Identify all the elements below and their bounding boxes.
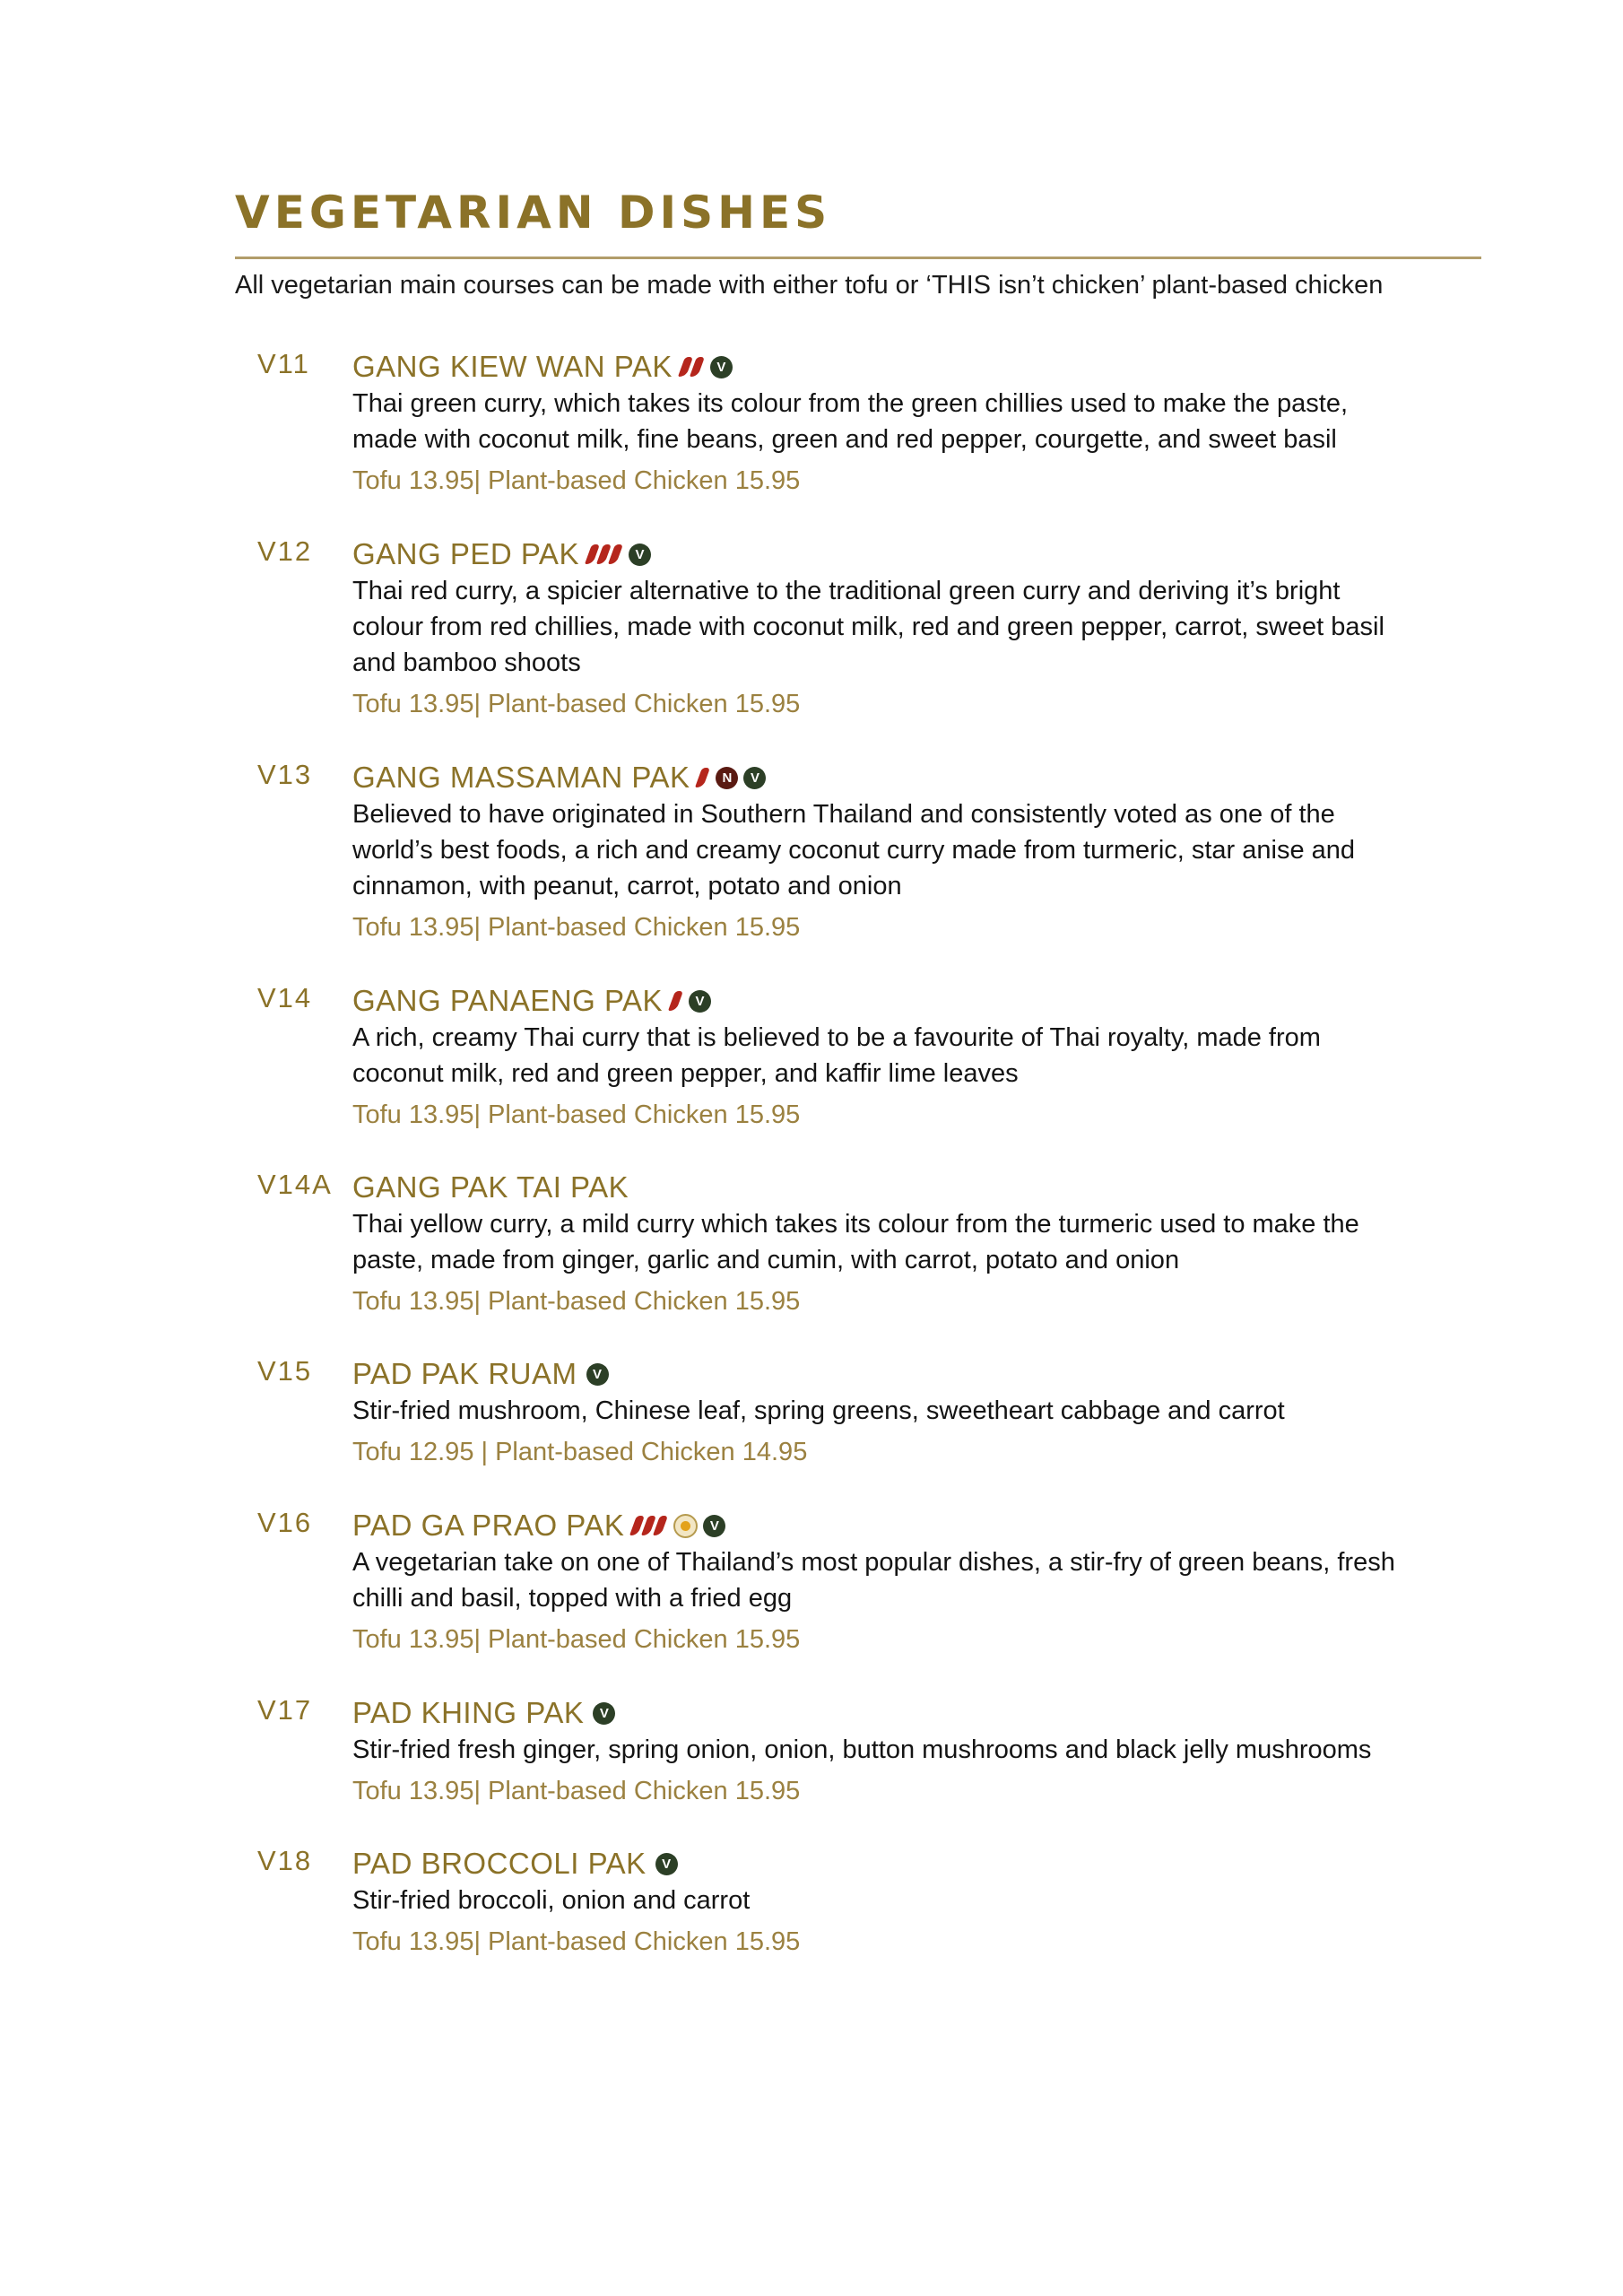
dish-name: GANG PAK TAI PAK: [352, 1170, 629, 1204]
vegetarian-icon: V: [655, 1853, 678, 1875]
dish-badges: [655, 1853, 678, 1875]
dish-body: [352, 1694, 1491, 1809]
dish-description: [352, 1544, 1491, 1616]
dish-description: [352, 1020, 1491, 1091]
dish-badges: [672, 990, 711, 1013]
chili-spice-icon: [588, 544, 623, 564]
description-line: Thai red curry, a spicier alternative to the traditional green curry and deriving it’s bright: [352, 577, 1341, 605]
dish-code: V12: [257, 535, 313, 567]
dish-code: V18: [257, 1845, 313, 1876]
description-line: made with coconut milk, fine beans, green and red pepper, courgette, and sweet basil: [352, 425, 1337, 454]
dish-name: GANG PED PAK: [352, 537, 579, 570]
vegetarian-icon: V: [593, 1702, 615, 1725]
description-line: colour from red chillies, made with coconut milk, red and green pepper, carrot, sweet basil: [352, 613, 1384, 641]
dish-description: [352, 573, 1491, 681]
chili-spice-icon: [672, 991, 683, 1011]
description-line: world’s best foods, a rich and creamy coconut curry made from turmeric, star anise and: [352, 836, 1356, 865]
dish-body: [352, 759, 1491, 945]
description-line: and bamboo shoots: [352, 648, 581, 677]
dish-body: [352, 1169, 1491, 1319]
dish-name: GANG PANAENG PAK: [352, 984, 664, 1017]
vegetarian-icon: V: [629, 544, 651, 566]
dish-code: V17: [257, 1694, 313, 1726]
dish-name: GANG MASSAMAN PAK: [352, 761, 690, 794]
section-title: VEGETARIAN DISHES: [235, 187, 832, 239]
chili-spice-icon: [681, 357, 705, 377]
dish-title-line: [352, 1355, 1491, 1393]
dish-body: [352, 1845, 1491, 1960]
dish-title-line: [352, 759, 1491, 796]
dish-price: Tofu 13.95| Plant-based Chicken 15.95: [352, 690, 801, 718]
dish-name: PAD BROCCOLI PAK: [352, 1847, 647, 1880]
dish-title-line: [352, 535, 1491, 573]
dish-badges: [681, 356, 733, 378]
vegetarian-icon: V: [586, 1363, 609, 1386]
egg-yolk-shape: [681, 1521, 690, 1531]
dish-code: V14: [257, 982, 313, 1013]
description-line: Thai green curry, which takes its colour from the green chillies used to make the paste,: [352, 389, 1349, 418]
nuts-icon: N: [716, 767, 738, 789]
dish-description: [352, 796, 1491, 904]
chili-icon: [653, 1516, 668, 1535]
dish-badges: [588, 544, 651, 566]
dish-description: [352, 1393, 1491, 1429]
dish-title-line: [352, 348, 1491, 386]
chili-spice-icon: [699, 768, 710, 787]
dish-description: [352, 1206, 1491, 1278]
dish-body: [352, 1355, 1491, 1470]
dish-body: [352, 348, 1491, 499]
dish-name: PAD GA PRAO PAK: [352, 1509, 625, 1542]
dish-price: Tofu 13.95| Plant-based Chicken 15.95: [352, 466, 801, 495]
dish-code: V15: [257, 1355, 313, 1387]
dish-title-line: [352, 1694, 1491, 1732]
dish-price: Tofu 13.95| Plant-based Chicken 15.95: [352, 1777, 801, 1805]
dish-price: Tofu 13.95| Plant-based Chicken 15.95: [352, 1287, 801, 1316]
dish-price: Tofu 13.95| Plant-based Chicken 15.95: [352, 1927, 801, 1956]
description-line: Believed to have originated in Southern Thailand and consistently voted as one of the: [352, 800, 1335, 829]
dish-price: Tofu 12.95 | Plant-based Chicken 14.95: [352, 1438, 808, 1466]
dish-code: V14A: [257, 1169, 333, 1200]
section-intro: All vegetarian main courses can be made with either tofu or ‘THIS isn’t chicken’ plant-based chicken: [235, 271, 1384, 300]
dish-code: V13: [257, 759, 313, 790]
description-line: A vegetarian take on one of Thailand’s most popular dishes, a stir-fry of green beans, fresh: [352, 1548, 1395, 1577]
description-line: coconut milk, red and green pepper, and kaffir lime leaves: [352, 1059, 1019, 1088]
description-line: Stir-fried fresh ginger, spring onion, onion, button mushrooms and black jelly mushrooms: [352, 1735, 1372, 1764]
vegetarian-icon: V: [710, 356, 733, 378]
egg-icon: [673, 1514, 698, 1538]
dish-badges: [593, 1702, 615, 1725]
dish-price: Tofu 13.95| Plant-based Chicken 15.95: [352, 1100, 801, 1129]
dish-price: Tofu 13.95| Plant-based Chicken 15.95: [352, 913, 801, 942]
description-line: cinnamon, with peanut, carrot, potato and onion: [352, 872, 902, 900]
chili-icon: [695, 768, 710, 787]
dish-code: V11: [257, 348, 310, 379]
dish-badges: [586, 1363, 609, 1386]
dish-body: [352, 1507, 1491, 1657]
vegetarian-icon: V: [689, 990, 711, 1013]
description-line: A rich, creamy Thai curry that is believed to be a favourite of Thai royalty, made from: [352, 1023, 1321, 1052]
chili-spice-icon: [633, 1516, 668, 1535]
dish-title-line: [352, 1845, 1491, 1883]
dish-description: [352, 386, 1491, 457]
vegetarian-icon: V: [703, 1515, 725, 1537]
dish-badges: [699, 767, 766, 789]
description-line: paste, made from ginger, garlic and cumin, with carrot, potato and onion: [352, 1246, 1180, 1274]
dish-body: [352, 982, 1491, 1133]
dish-name: PAD KHING PAK: [352, 1696, 585, 1729]
dish-description: [352, 1732, 1491, 1768]
description-line: Stir-fried mushroom, Chinese leaf, spring greens, sweetheart cabbage and carrot: [352, 1396, 1285, 1425]
dish-description: [352, 1883, 1491, 1918]
dish-title-line: [352, 982, 1491, 1020]
description-line: chilli and basil, topped with a fried egg: [352, 1584, 793, 1613]
vegetarian-icon: V: [743, 767, 766, 789]
dish-name: PAD PAK RUAM: [352, 1357, 577, 1390]
description-line: Stir-fried broccoli, onion and carrot: [352, 1886, 751, 1915]
description-line: Thai yellow curry, a mild curry which takes its colour from the turmeric used to make the: [352, 1210, 1359, 1239]
dish-title-line: [352, 1169, 1491, 1206]
dish-body: [352, 535, 1491, 722]
dish-code: V16: [257, 1507, 313, 1538]
dish-title-line: [352, 1507, 1491, 1544]
title-divider: [235, 257, 1481, 259]
dish-price: Tofu 13.95| Plant-based Chicken 15.95: [352, 1625, 801, 1654]
chili-icon: [668, 991, 683, 1011]
dish-name: GANG KIEW WAN PAK: [352, 350, 673, 383]
dish-badges: [633, 1514, 725, 1538]
